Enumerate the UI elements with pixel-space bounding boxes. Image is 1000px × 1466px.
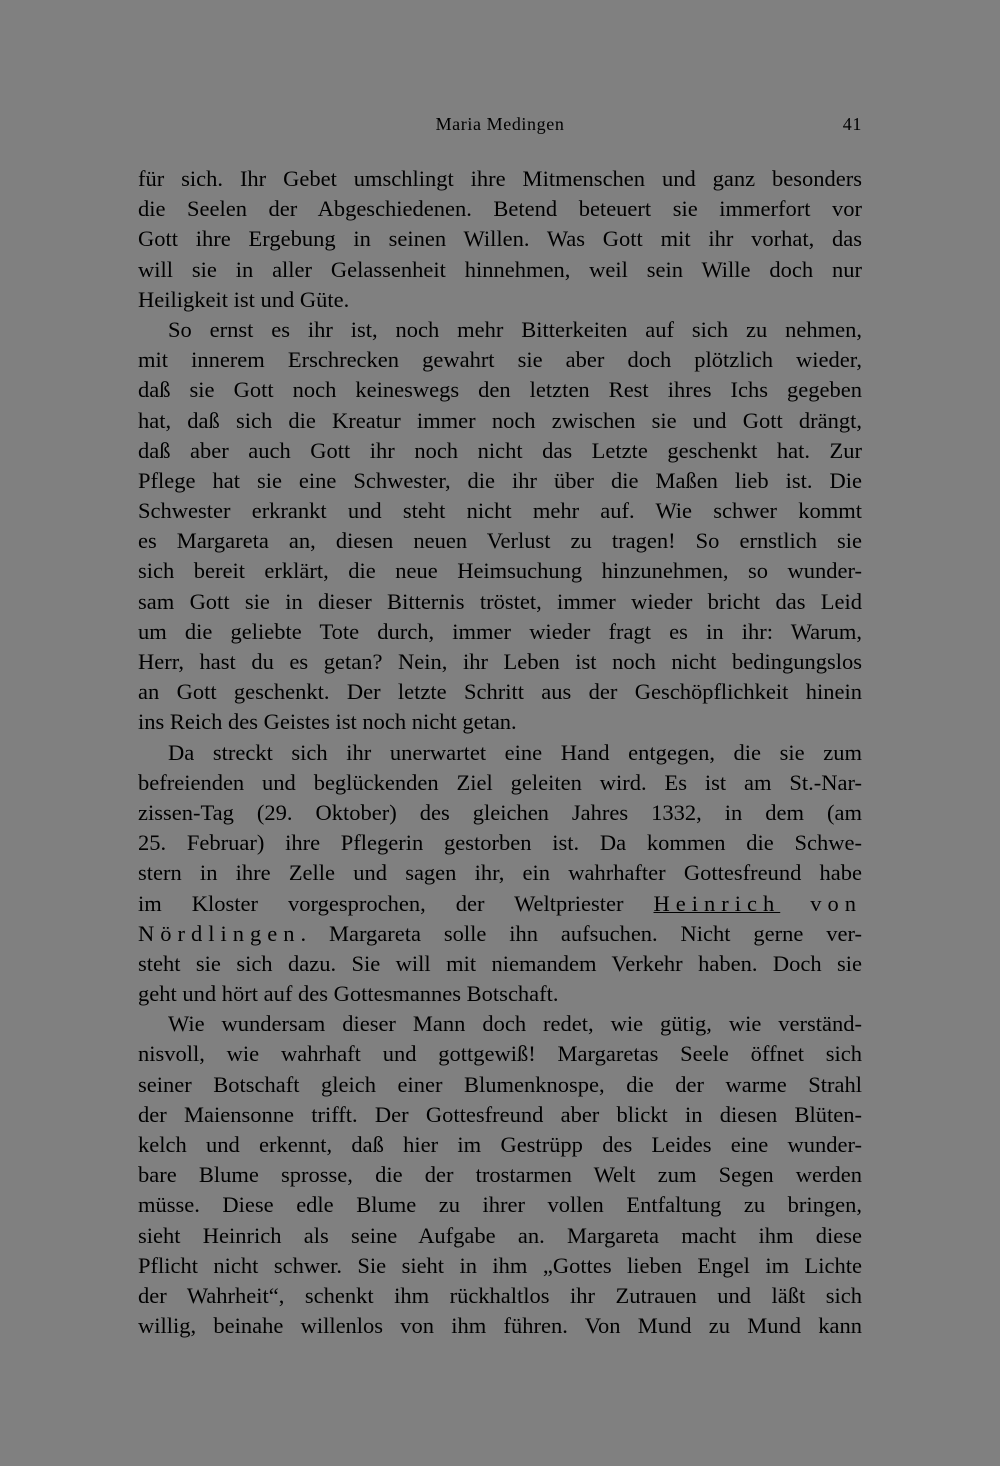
text-line: ins Reich des Geistes ist noch nicht getan. xyxy=(138,709,517,735)
text-line: Pflicht nicht schwer. Sie sieht in ihm „Gottes lieben Engel im Lichte xyxy=(138,1252,862,1278)
text-line-with-name xyxy=(138,889,862,919)
text-line: an Gott geschenkt. Der letzte Schritt aus der Geschöpflichkeit hinein xyxy=(138,679,862,705)
text-fragment: im Kloster vorgesprochen, der Weltpriester xyxy=(138,890,624,916)
text-line: zissen-Tag (29. Oktober) des gleichen Jahres 1332, in dem (am xyxy=(138,799,862,825)
text-line: willig, beinahe willenlos von ihm führen. Von Mund zu Mund kann xyxy=(138,1313,862,1339)
paragraph-first-line: Da streckt sich ihr unerwartet eine Hand entgegen, die sie zum xyxy=(168,739,862,765)
paragraph-first-line: Wie wundersam dieser Mann doch redet, wie gütig, wie verständ- xyxy=(168,1011,862,1037)
text-line: es Margareta an, diesen neuen Verlust zu tragen! So ernstlich sie xyxy=(138,528,862,554)
text-line: befreienden und beglückenden Ziel geleiten wird. Es ist am St.-Nar- xyxy=(138,769,862,795)
text-line: die Seelen der Abgeschiedenen. Betend beteuert sie immerfort vor xyxy=(138,196,862,222)
text-line: mit innerem Erschrecken gewahrt sie aber doch plötzlich wieder, xyxy=(138,347,862,373)
text-line: will sie in aller Gelassenheit hinnehmen, weil sein Wille doch nur xyxy=(138,256,862,282)
text-line: bare Blume sprosse, die der trostarmen Welt zum Segen werden xyxy=(138,1162,862,1188)
text-line: daß sie Gott noch keineswegs den letzten Rest ihres Ichs gegeben xyxy=(138,377,862,403)
spaced-name-noerdlingen: Nördlingen xyxy=(138,920,301,946)
text-line: für sich. Ihr Gebet umschlingt ihre Mitmenschen und ganz besonders xyxy=(138,166,862,191)
text-line: geht und hört auf des Gottesmannes Botschaft. xyxy=(138,981,559,1007)
text-line: hat, daß sich die Kreatur immer noch zwischen sie und Gott drängt, xyxy=(138,407,862,433)
text-line: seiner Botschaft gleich einer Blumenknospe, die der warme Strahl xyxy=(138,1071,862,1097)
text-line: sich bereit erklärt, die neue Heimsuchung hinzunehmen, so wunder- xyxy=(138,558,862,584)
text-line: Herr, hast du es getan? Nein, ihr Leben ist noch nicht bedingungslos xyxy=(138,649,862,674)
text-line: sam Gott sie in dieser Bitternis tröstet, immer wieder bricht das Leid xyxy=(138,588,862,614)
text-line: müsse. Diese edle Blume zu ihrer vollen Entfaltung zu bringen, xyxy=(138,1192,862,1218)
spaced-word-von: von xyxy=(810,890,863,916)
text-line: kelch und erkennt, daß hier im Gestrüpp des Leides eine wunder- xyxy=(138,1132,862,1157)
text-line: sieht Heinrich als seine Aufgabe an. Margareta macht ihm diese xyxy=(138,1222,862,1248)
text-line: stern in ihre Zelle und sagen ihr, ein wahrhafter Gottesfreund habe xyxy=(138,860,862,886)
text-line: der Maiensonne trifft. Der Gottesfreund aber blickt in diesen Blüten- xyxy=(138,1101,862,1127)
paragraph-first-line: So ernst es ihr ist, noch mehr Bitterkeiten auf sich zu nehmen, xyxy=(168,316,862,342)
text-fragment: . Margareta solle ihn aufsuchen. Nicht gerne ver- xyxy=(300,920,862,946)
text-line: 25. Februar) ihre Pflegerin gestorben ist. Da kommen die Schwe- xyxy=(138,830,862,856)
text-line: Schwester erkrankt und steht nicht mehr auf. Wie schwer kommt xyxy=(138,498,862,524)
running-head xyxy=(138,114,862,142)
text-line: steht sie sich dazu. Sie will mit niemandem Verkehr haben. Doch sie xyxy=(138,950,862,976)
text-line-with-name xyxy=(138,919,862,949)
text-line: Pflege hat sie eine Schwester, die ihr über die Maßen lieb ist. Die xyxy=(138,467,862,493)
text-line: der Wahrheit“, schenkt ihm rückhaltlos ihr Zutrauen und läßt sich xyxy=(138,1282,862,1308)
page-number: 41 xyxy=(842,114,862,134)
text-line: um die geliebte Tote durch, immer wieder fragt es in ihr: Warum, xyxy=(138,618,862,644)
body-text xyxy=(138,164,862,1341)
spaced-name-heinrich: Heinrich xyxy=(653,890,781,916)
text-line: nisvoll, wie wahrhaft und gottgewiß! Margaretas Seele öffnet sich xyxy=(138,1041,862,1067)
text-line: Gott ihre Ergebung in seinen Willen. Was Gott mit ihr vorhat, das xyxy=(138,226,862,252)
text-line: Heiligkeit ist und Güte. xyxy=(138,286,350,312)
text-line: daß aber auch Gott ihr noch nicht das Letzte geschenkt hat. Zur xyxy=(138,437,862,463)
running-title: Maria Medingen xyxy=(435,114,565,134)
